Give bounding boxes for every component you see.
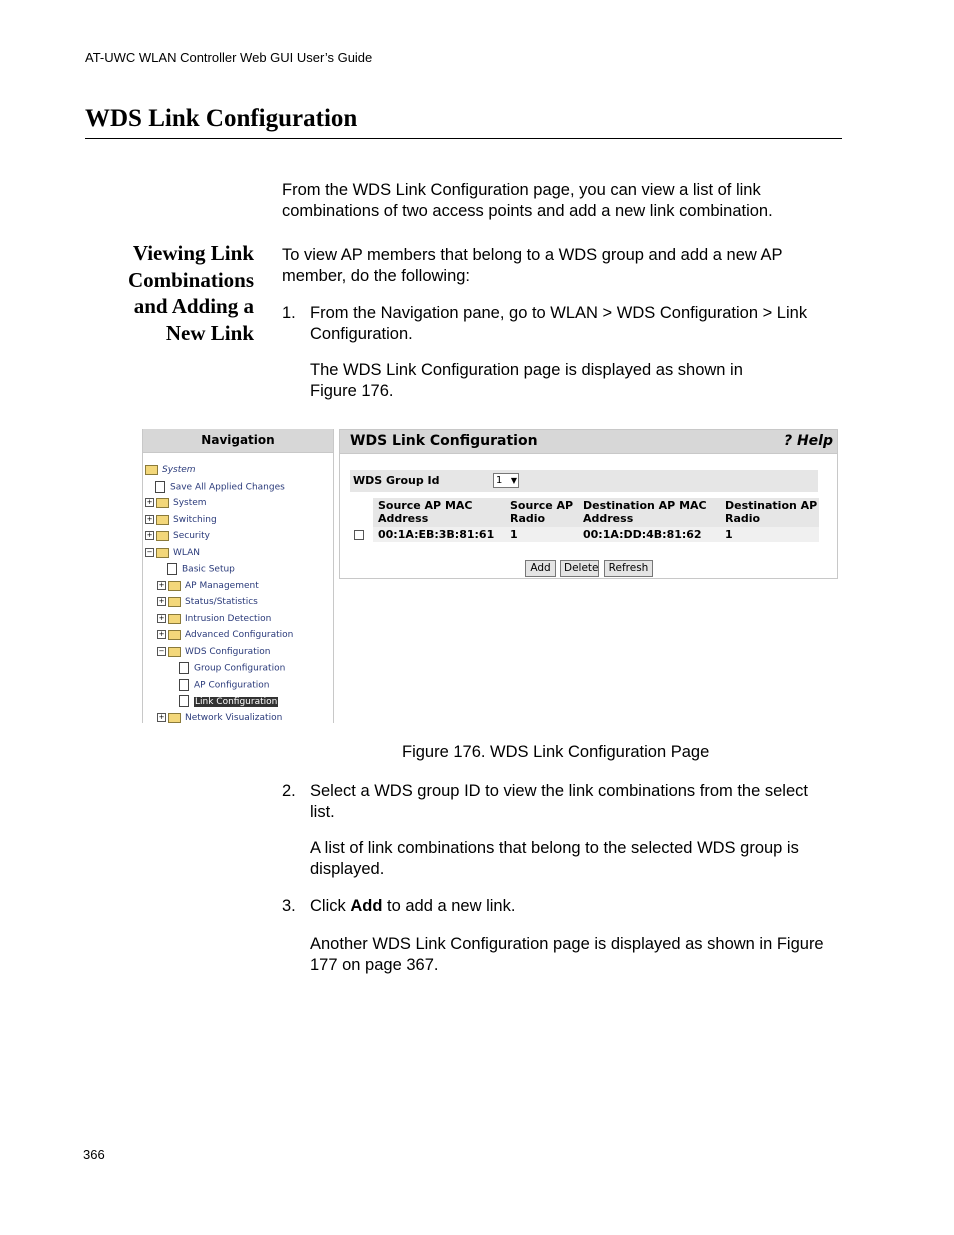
step-2 [282, 781, 842, 822]
side-heading-line: and Adding a [133, 294, 254, 318]
step-text-bold: Add [350, 897, 383, 915]
folder-icon [168, 630, 181, 640]
nav-item-wlan[interactable]: − WLAN [146, 548, 201, 558]
folder-icon [156, 531, 169, 541]
step-number: 2. [282, 782, 296, 800]
nav-item-advanced-configuration[interactable]: + Advanced Configuration [158, 630, 294, 640]
folder-icon [156, 498, 169, 508]
running-head: AT-UWC WLAN Controller Web GUI User’s Guide [85, 50, 373, 65]
lead-line: member, do the following: [282, 266, 471, 285]
document-icon [179, 695, 189, 707]
nav-item-group-configuration[interactable]: Group Configuration [179, 662, 285, 675]
nav-item-ap-configuration[interactable]: AP Configuration [179, 679, 269, 692]
intro-line: combinations of two access points and add a new link combination. [282, 201, 773, 220]
step-text-line: Configuration. [310, 324, 413, 343]
cell-source-mac: 00:1A:EB:3B:81:61 [378, 528, 495, 541]
lead-line: To view AP members that belong to a WDS group and add a new AP [282, 246, 783, 264]
intro-line: From the WDS Link Configuration page, you can view a list of link [282, 181, 761, 199]
nav-item-system-root[interactable]: System [145, 464, 196, 476]
step-text-line: From the Navigation pane, go to WLAN > WDS Configuration > Link [310, 304, 808, 322]
expand-icon[interactable]: + [158, 713, 165, 721]
folder-icon [145, 465, 158, 475]
note-line: The WDS Link Configuration page is displayed as shown in [310, 361, 743, 379]
wds-group-label: WDS Group Id [353, 474, 440, 487]
document-icon [179, 679, 189, 691]
nav-item-link-configuration[interactable]: Link Configuration [179, 695, 278, 708]
step-1 [282, 303, 842, 344]
wds-link-panel [339, 429, 838, 579]
expand-icon[interactable]: + [158, 630, 165, 638]
step-text-line: list. [310, 802, 335, 821]
folder-icon [168, 614, 181, 624]
navigation-pane [142, 429, 334, 723]
cell-destination-mac: 00:1A:DD:4B:81:62 [583, 528, 702, 541]
folder-icon [156, 515, 169, 525]
section-title: WDS Link Configuration [85, 105, 842, 139]
nav-item-network-visualization[interactable]: + Network Visualization [158, 713, 283, 723]
folder-icon [168, 581, 181, 591]
wds-group-select[interactable]: 1 ▼ [493, 473, 519, 488]
expand-icon[interactable]: + [158, 597, 165, 605]
nav-item-status-statistics[interactable]: + Status/Statistics [158, 597, 258, 607]
folder-icon [168, 713, 181, 723]
page-number: 366 [83, 1147, 105, 1162]
step-1-note [310, 360, 743, 401]
expand-icon[interactable]: + [146, 515, 153, 523]
panel-title: WDS Link Configuration [350, 433, 538, 449]
navigation-title: Navigation [143, 429, 333, 453]
help-link[interactable]: ? Help [783, 433, 833, 449]
document-icon [155, 481, 165, 493]
nav-item-wds-configuration[interactable]: − WDS Configuration [158, 647, 271, 657]
note-line: A list of link combinations that belong to the selected WDS group is [310, 839, 799, 857]
table-row [373, 527, 819, 542]
collapse-icon[interactable]: − [146, 548, 153, 556]
step-text-post: to add a new link. [382, 897, 516, 915]
row-checkbox[interactable] [354, 530, 364, 540]
panel-header [340, 430, 837, 454]
expand-icon[interactable]: + [146, 498, 153, 506]
delete-button[interactable]: Delete [560, 560, 599, 577]
note-line: displayed. [310, 859, 385, 878]
expand-icon[interactable]: + [146, 531, 153, 539]
add-button[interactable]: Add [525, 560, 556, 577]
nav-item-ap-management[interactable]: + AP Management [158, 581, 259, 591]
folder-open-icon [156, 548, 169, 558]
note-line: Figure 176. [310, 381, 394, 400]
step-number: 1. [282, 304, 296, 322]
note-line: 177 on page 367. [310, 955, 439, 974]
side-heading-line: Combinations [127, 267, 254, 292]
nav-item-switching[interactable]: + Switching [146, 515, 217, 525]
step-number: 3. [282, 897, 296, 915]
nav-item-security[interactable]: + Security [146, 531, 210, 541]
wds-group-row [350, 470, 818, 492]
document-icon [179, 662, 189, 674]
refresh-button[interactable]: Refresh [604, 560, 653, 577]
column-header-destination-radio: Destination AP Radio [725, 499, 818, 525]
folder-open-icon [168, 647, 181, 657]
table-header [373, 498, 819, 527]
nav-item-save-all[interactable]: Save All Applied Changes [155, 481, 285, 494]
nav-item-basic-setup[interactable]: Basic Setup [167, 563, 235, 576]
folder-icon [168, 597, 181, 607]
step-3 [282, 896, 842, 917]
figure-caption: Figure 176. WDS Link Configuration Page [402, 743, 710, 761]
side-heading-line: Viewing Link [132, 241, 254, 265]
note-line: Another WDS Link Configuration page is displayed as shown in Figure [310, 935, 824, 953]
collapse-icon[interactable]: − [158, 647, 165, 655]
cell-destination-radio: 1 [725, 528, 733, 541]
nav-item-system[interactable]: + System [146, 498, 207, 508]
side-heading-line: New Link [165, 320, 254, 345]
document-icon [167, 563, 177, 575]
column-header-destination-mac: Destination AP MAC Address [583, 499, 707, 525]
nav-item-intrusion-detection[interactable]: + Intrusion Detection [158, 614, 272, 624]
column-header-source-radio: Source AP Radio [510, 499, 574, 525]
column-header-source-mac: Source AP MAC Address [378, 499, 473, 525]
chevron-down-icon: ▼ [510, 476, 517, 485]
cell-source-radio: 1 [510, 528, 518, 541]
screenshot-figure [142, 429, 838, 723]
step-text-pre: Click [310, 897, 351, 915]
expand-icon[interactable]: + [158, 614, 165, 622]
side-heading [94, 240, 254, 346]
expand-icon[interactable]: + [158, 581, 165, 589]
intro-paragraph [282, 180, 773, 221]
step-2-note [310, 838, 799, 879]
step-3-note [310, 934, 824, 975]
lead-paragraph [282, 245, 783, 286]
step-text-line: Select a WDS group ID to view the link combinations from the select [310, 782, 808, 800]
